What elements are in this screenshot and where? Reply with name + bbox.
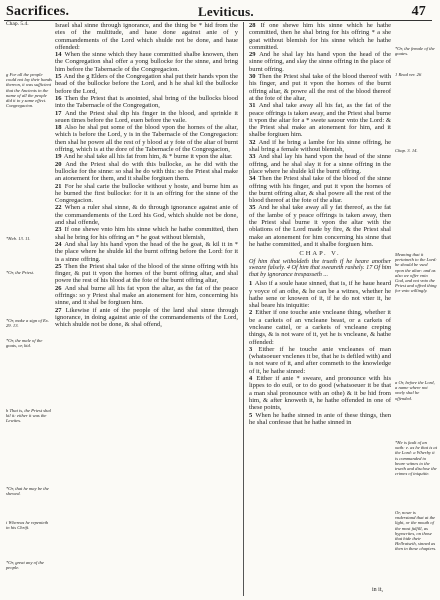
verse-number: 25 bbox=[55, 262, 62, 270]
verse bbox=[249, 412, 391, 427]
verse-number: 1 bbox=[249, 280, 253, 288]
margin-note: *Or, the female of the goates. bbox=[395, 46, 435, 57]
verse-text: Israel shal sinne through ignorance, and the thing be * hid from the eies of the multitude, and haue done against anie of y commandements of the Lord which shulde not be done, and haue offended: bbox=[55, 22, 238, 51]
verse bbox=[55, 204, 238, 226]
margin-note: *Or, make a sign of Ex. 29. 13. bbox=[6, 318, 49, 329]
verse-text: And the Priest shal do with this bullocke, as he did with the bullocke for the sinne: so shal he do with this: so the Priest shal make an atonement for them, and it shalbe forgiuen them. bbox=[55, 160, 238, 183]
margin-note: *Heb. 13. 11. bbox=[6, 236, 31, 241]
verse bbox=[55, 22, 238, 51]
verse-text: For he shal carie the bullocke without y hoste, and burne him as he burned the first bullocke: for it is an offring for the sinne of the Congregacion. bbox=[55, 182, 238, 205]
verse bbox=[249, 102, 391, 138]
verse-text: And he shal take all his fat from him, & * burne it vpon the altar. bbox=[63, 153, 233, 161]
verse bbox=[249, 51, 391, 73]
margin-note: a Or, before the Lord, a name where not onely shal he offended. bbox=[395, 380, 435, 401]
verse bbox=[55, 124, 238, 153]
verse-number: 23 bbox=[55, 226, 62, 234]
verse-number: 30 bbox=[249, 73, 256, 81]
margin-note: 1 Read ver. 26 bbox=[395, 72, 422, 77]
margin-note: *Or, the male of the goats, or, kid. bbox=[6, 338, 43, 349]
verse bbox=[55, 95, 238, 110]
chapter-argument: Of him that witholdeth the trueth if he heare another sweare falsely. 4 Of him that sweareth rashely. 17 Of him that by ignorance trespasseth ... bbox=[249, 257, 391, 279]
verse-text: When a ruler shal sinne, & do through ignorance against anie of the commandements of the Lord his God, which shulde not be done, and shal offende, bbox=[55, 204, 238, 227]
verse-number: 34 bbox=[249, 175, 256, 183]
right-text-column bbox=[249, 22, 391, 426]
verse bbox=[55, 241, 238, 263]
verse-number: 33 bbox=[249, 153, 256, 161]
verse-number: 16 bbox=[55, 94, 62, 102]
left-text-column bbox=[55, 22, 238, 328]
verse bbox=[55, 73, 238, 95]
verse-number: 21 bbox=[55, 182, 62, 190]
verse-text: Either if one touche anie vncleane thing, whether it be a carkeis of an vncleane beast, or a carkeis of vncleane cattel, or a carkeis of vncleane creping things, & is not ware of it, yet he is vncleane, & hathe offended: bbox=[249, 309, 391, 346]
verse-number: 4 bbox=[249, 375, 253, 383]
column-rule bbox=[243, 22, 244, 596]
verse-number: 17 bbox=[55, 109, 62, 117]
verse-text: Then the Priest shal take of the blood thereof with his finger, and put it vpon the hornes of the burnt offring altar, & powre all the rest of the blood thereof at the fote of the altar, bbox=[249, 73, 391, 102]
verse-text: And the g Elders of the Congregation shal put their hands vpon the head of the bullocke before the Lord, and h he shal kil the bullocke before the Lord, bbox=[55, 73, 238, 95]
verse-number: 5 bbox=[249, 411, 253, 419]
verse-number: 35 bbox=[249, 204, 256, 212]
margin-note: h That is, the Priest shal kil it: either it was the Lewites. bbox=[6, 408, 51, 424]
verse bbox=[55, 51, 238, 73]
verse-number: 32 bbox=[249, 138, 256, 146]
verse-number: 31 bbox=[249, 102, 256, 110]
verse-text: And shal take away all his fat, as the fat of the peace offrings is taken away, and the Priest shal burne it vpon the altar for a * swete sauour vnto the Lord: & the Priest shal make an atonement for him, and it shalbe forgiuen him. bbox=[249, 102, 391, 139]
margin-note: Or, nowe is vnderstand that at the light, or the mouth of the most fulfill, as hypocrites, on those that hide their Hellraiseth, sinned as then in these chapters. bbox=[395, 510, 437, 552]
verse bbox=[55, 161, 238, 183]
verse-text: Then the Priest shal take of the blood of the sinne offring with his finger, & put it vpon the hornes of the burnt offring altar, and shal powre the rest of his blood at the fote of the burnt offring altar, bbox=[55, 262, 238, 285]
verse bbox=[249, 22, 391, 51]
verse-text: And shal lay his hand vpon the head of the he goat, & kil it in * the place where he shulde kil the burnt offring before the Lord: for it is a sinne offring. bbox=[55, 240, 238, 263]
running-head-book: Leviticus. bbox=[198, 4, 254, 19]
verse-number: 20 bbox=[55, 160, 62, 168]
verse bbox=[249, 153, 391, 175]
verse bbox=[249, 175, 391, 204]
margin-note: Meaning that it pertaineth to the Lord: he should be vsed vpon the altar: and as also we offer vnto God, and not vnto the Priest and offred thing for vnto willingly. bbox=[395, 252, 437, 294]
verse bbox=[55, 226, 238, 241]
header-rule bbox=[4, 20, 432, 21]
margin-note: g For all the people could not lay their hands thereon, it was sufficient that the Ancients in the name of all the people did it to y same effect. Congregacion. bbox=[6, 72, 52, 109]
verse-text: And the Priest shal dip his finger in the blood, and sprinkle it seuen times before the Lord, euen before the vaile. bbox=[55, 109, 238, 124]
verse-number: 22 bbox=[55, 204, 62, 212]
verse-number: 15 bbox=[55, 73, 62, 81]
verse-number: 18 bbox=[55, 124, 62, 132]
verse bbox=[249, 346, 391, 375]
verse-text: Also he shal put some of the blood vpon the hornes of the altar, which is before the Lord, y is in the Tabernacle of the Congregacion: then shal he powre all the rest of y blood at y fote of the altar of burnt offring, which is at the dore of the Tabernacle of the Congregacion, bbox=[55, 124, 238, 154]
page-number: 47 bbox=[411, 4, 426, 19]
margin-note: Chap. 5.4. bbox=[6, 21, 29, 27]
margin-note: *Or, great any of the people. bbox=[6, 560, 44, 571]
margin-note: *Or, that he may be the shewed. bbox=[6, 486, 49, 497]
verse-number: 28 bbox=[249, 22, 256, 29]
margin-note: Chap. 3. 14. bbox=[395, 148, 418, 153]
verse-text: And he shal lay his hand vpon the head of the sinne offring, and slay the sinne offring in the place of burnt offring. bbox=[249, 51, 391, 73]
verse-number: 24 bbox=[55, 240, 62, 248]
verse-text: Either if he touche anie vncleanes of man (whatsoeuer vnclenes it be, that he is defiled with) and is not ware of it, and after commeth to the knowledge of it, he hathe sinned: bbox=[249, 345, 391, 375]
verse bbox=[55, 183, 238, 205]
verse-text: Then the Priest that is anointed, shal bring of the bullocks blood into the Tabernacle of the Congregation, bbox=[55, 94, 238, 110]
verse-text: And shal burne all his fat vpon the altar, as the fat of the peace offrings: so y Priest shal make an atonement for him, concerning his sinne, and it shal be forgiuen him. bbox=[55, 284, 238, 307]
verse-number: 14 bbox=[55, 51, 62, 59]
verse-number: 29 bbox=[249, 51, 256, 59]
verse bbox=[249, 309, 391, 345]
verse bbox=[55, 153, 238, 160]
verse bbox=[249, 280, 391, 309]
verse bbox=[249, 375, 391, 411]
running-head-left: Sacrifices. bbox=[6, 4, 70, 19]
verse-text: When the sinne which they haue committed shalbe knowen, then the Congregation shal offer a yong bullocke for the sinne, and bring him before the Tabernacle of the Congregacion. bbox=[55, 51, 238, 73]
verse-text: If one shewe him his sinne which he hathe committed, then he shal bring for his offring * a she goat without blemish for his sinne which he hathe committed. bbox=[249, 22, 391, 51]
chapter-heading: CHAP. V. bbox=[299, 250, 341, 258]
verse-number: 19 bbox=[55, 153, 62, 161]
verse-text: And shal lay his hand vpon the head of the sinne offring, and he shal slay it for a sinne offring in the place where he shulde kil the burnt offring. bbox=[249, 153, 391, 175]
verse bbox=[55, 110, 238, 125]
verse bbox=[249, 204, 391, 248]
verse-text: And if he bring a lambe for his sinne offring, he shal bring a female without blemish, bbox=[249, 138, 391, 154]
verse-text: Likewise if anie of the people of the land shal sinne through ignorance, in doing against anie of the commandements of the Lord, which shulde not be done, & shal offend, bbox=[55, 306, 239, 329]
margin-note: *He is fault of an oath: e. as he that is at the Lord: a Wherby it is commanded to beare witnes to the trueth and disclose the crimes of iniquitie. bbox=[395, 440, 437, 477]
verse-text: Also if a soule haue sinned, that is, if he haue heard y voyce of an othe, & he can be a witnes, whether he hathe sene or knowen of it, if he do not vtter it, he shal beare his iniquitie: bbox=[249, 280, 391, 310]
verse-number: 3 bbox=[249, 345, 253, 353]
verse bbox=[249, 73, 391, 102]
verse bbox=[55, 263, 238, 285]
verse-text: Then the Priest shal take of the blood of the sinne offring with his finger, and put it vpon the hornes of the burnt offring altar, & shal powre all the rest of the blood thereof at the fote of the altar. bbox=[249, 175, 391, 205]
margin-note: i Whereas he repenteth in his Chrift. bbox=[6, 520, 49, 531]
verse-number: 2 bbox=[249, 309, 253, 317]
verse-number: 27 bbox=[55, 306, 62, 314]
verse-text: When he hathe sinned in anie of these things, then he shal confesse that he hathe sinned in bbox=[249, 411, 391, 426]
verse-text: Either if anie * sweare, and pronounce with his lippes to do euil, or to do good (whatsoeuer it be that a man shal pronounce with an othe) & it be hid from him, & after knoweth it, he hathe offended in one of these points, bbox=[249, 375, 392, 412]
verse bbox=[249, 139, 391, 154]
verse-number: 26 bbox=[55, 284, 62, 292]
margin-note: *Or, the Priest. bbox=[6, 270, 35, 275]
catchword: in it, bbox=[372, 587, 384, 593]
verse bbox=[55, 307, 238, 329]
verse-text: If one shewe vnto him his sinne which he hathe committed, then shal he bring for his offring an * he goat without blemish, bbox=[55, 226, 238, 241]
verse bbox=[55, 285, 238, 307]
verse-text: And he shal take away all y fat thereof, as the fat of the lambe of y peace offrings is taken away, then the Priest shal burne it vpon the altar with the oblations of the Lord made by fire, & the Priest shal make an atonement for him concerning his sinne that he hathe committed, and it shalbe forgiuen him. bbox=[249, 204, 391, 248]
